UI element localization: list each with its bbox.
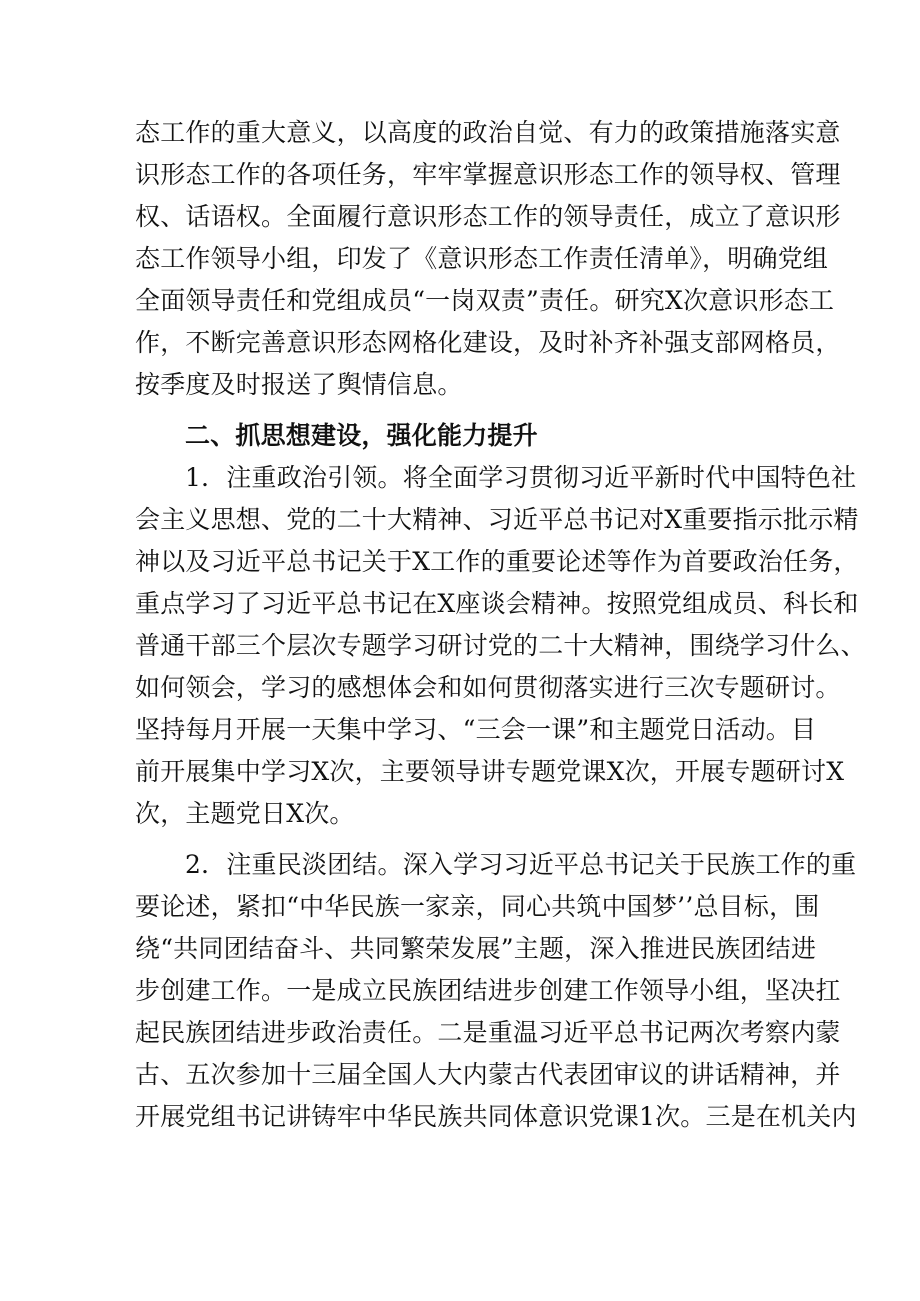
paragraph-line: 神以及习近平总书记关于X工作的重要论述等作为首要政治任务， (135, 547, 859, 576)
paragraph-line: 步创建工作。一是成立民族团结进步创建工作领导小组，坚决扛 (135, 976, 841, 1005)
paragraph-line: 起民族团结进步政治责任。二是重温习近平总书记两次考察内蒙 (135, 1018, 841, 1047)
paragraph-line: 1．注重政治引领。将全面学习贯彻习近平新时代中国特色社 (185, 463, 857, 492)
paragraph-line: 如何领会，学习的感想体会和如何贯彻落实进行三次专题研讨。 (135, 673, 841, 702)
paragraph-line: 作，不断完善意识形态网格化建设，及时补齐补强支部网格员， (135, 328, 841, 357)
paragraph-line: 古、五次参加十三届全国人大内蒙古代表团审议的讲话精神，并 (135, 1060, 841, 1089)
paragraph-line: 按季度及时报送了舆情信息。 (135, 370, 463, 399)
paragraph-line: 态工作的重大意义，以高度的政治自觉、有力的政策措施落实意 (135, 118, 841, 147)
paragraph-line: 前开展集中学习X次，主要领导讲专题党课X次，开展专题研讨X (135, 757, 845, 786)
paragraph-line: 坚持每月开展一天集中学习、“三会一课”和主题党日活动。目 (135, 715, 817, 744)
paragraph-line: 绕“共同团结奋斗、共同繁荣发展”主题，深入推进民族团结进 (135, 934, 817, 963)
paragraph-line: 要论述，紧扣“中华民族一家亲，同心共筑中国梦’’总目标，围 (135, 892, 820, 921)
paragraph-line: 普通干部三个层次专题学习研讨党的二十大精神，围绕学习什么、 (135, 631, 866, 660)
paragraph-line: 全面领导责任和党组成员“一岗双责”责任。研究X次意识形态工 (135, 286, 835, 315)
paragraph-line: 2．注重民淡团结。深入学习习近平总书记关于民族工作的重 (185, 850, 857, 879)
section-heading: 二、抓思想建设，强化能力提升 (185, 421, 538, 450)
paragraph-line: 态工作领导小组，印发了《意识形态工作责任清单》，明确党组 (135, 244, 829, 273)
paragraph-line: 重点学习了习近平总书记在X座谈会精神。按照党组成员、科长和 (135, 589, 859, 618)
paragraph-line: 开展党组书记讲铸牢中华民族共同体意识党课1次。三是在机关内 (135, 1102, 857, 1131)
paragraph-line: 权、话语权。全面履行意识形态工作的领导责任，成立了意识形 (135, 202, 841, 231)
paragraph-line: 识形态工作的各项任务，牢牢掌握意识形态工作的领导权、管理 (135, 160, 841, 189)
paragraph-line: 次，主题党日X次。 (135, 799, 355, 828)
paragraph-line: 会主义思想、党的二十大精神、习近平总书记对X重要指示批示精 (135, 505, 859, 534)
